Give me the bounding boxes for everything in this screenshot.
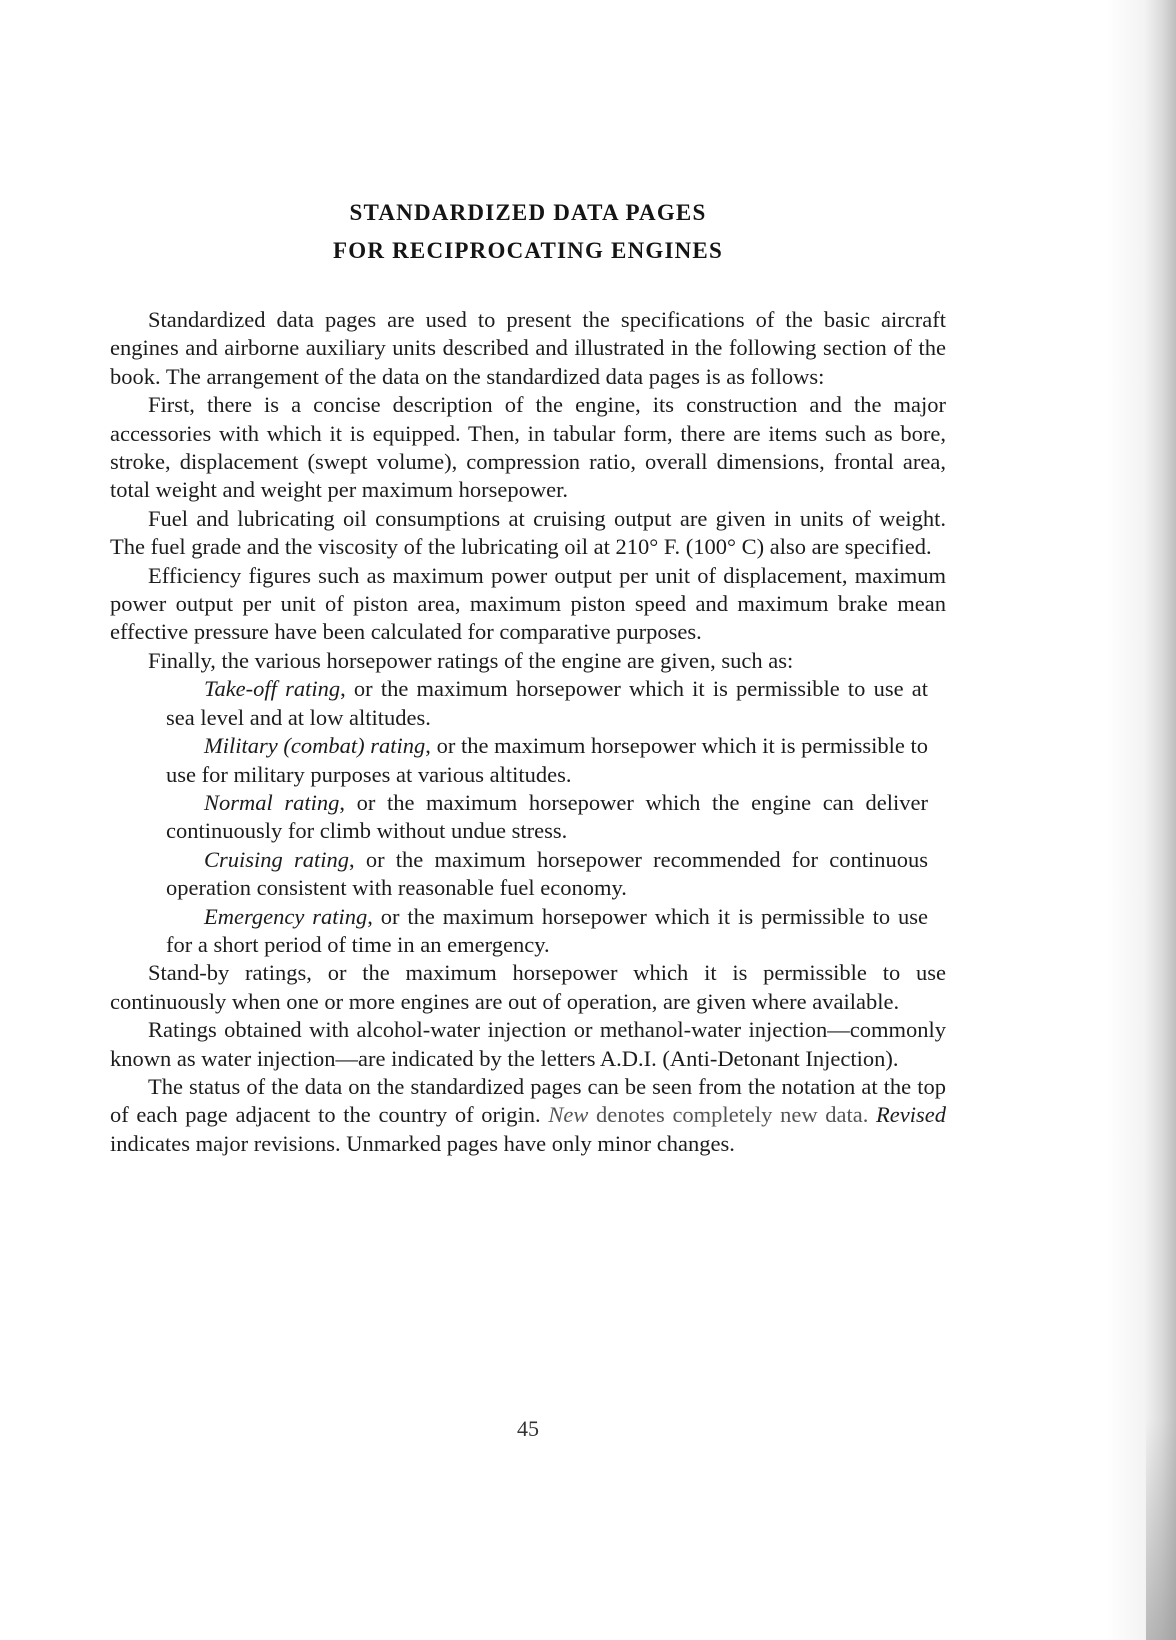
rating-term: Take-off rating [204,676,341,702]
page-number: 45 [517,1416,539,1441]
paragraph-fuel: Fuel and lubricating oil consumptions at cruising output are given in units of weight. The fuel grade and the viscosity of the lubricating oil at 210° F. (100° C) also are specified. [110,505,946,560]
status-revised-term: Revised [876,1102,947,1128]
rating-term: Emergency rating [204,903,368,929]
rating-item-normal [166,789,928,846]
status-revised-text: indicates major revisions. Unmarked pages have only minor changes. [110,1130,735,1156]
page-title-line-1: STANDARDIZED DATA PAGES [349,200,707,225]
rating-term: Military (combat) rating [204,733,426,759]
paragraph-standby: Stand-by ratings, or the maximum horsepower which it is permissible to use continuously when one or more engines are out of operation, are given where available. [110,960,946,1014]
rating-item-cruising [166,846,928,903]
status-new-text: denotes completely new data. [588,1102,877,1128]
rating-item-takeoff [166,675,928,732]
paragraph-efficiency: Efficiency figures such as maximum power output per unit of displacement, maximum power output per unit of piston area, maximum piston speed and maximum brake mean effective pressure have been calculated for comparative purposes. [110,562,946,645]
status-new-term: New [548,1102,589,1128]
paragraph-status [110,1073,946,1158]
rating-item-emergency [166,903,928,960]
body-text [110,306,946,1158]
rating-definition: , or the maximum horsepower which it is permissible to use for military purposes at various altitudes. [166,733,928,787]
page-corner-shadow [1146,1420,1176,1640]
rating-definition: , or the maximum horsepower recommended for continuous operation consistent with reasonable fuel economy. [166,846,928,901]
paragraph-adi: Ratings obtained with alcohol-water injection or methanol-water injection—commonly known as water injection—are indicated by the letters A.D.I. (Anti-Detonant Injection). [110,1017,946,1071]
rating-definition: , or the maximum horsepower which the engine can deliver continuously for climb without undue stress. [166,789,928,844]
paragraph-intro: Standardized data pages are used to present the specifications of the basic aircraft engines and airborne auxiliary units described and illustrated in the following section of the book. The arrangement of the data on the standardized data pages is as follows: [110,307,946,389]
rating-term: Normal rating [204,789,340,815]
paragraph-finally: Finally, the various horsepower ratings of the engine are given, such as: [148,647,794,673]
status-intro: The status of the data on the standardized pages can be seen from the notation at the top of each page adjacent to the country of origin. [110,1073,946,1128]
ratings-list [110,675,928,959]
rating-definition: , or the maximum horsepower which it is permissible to use at sea level and at low altitudes. [166,676,928,730]
rating-definition: , or the maximum horsepower which it is permissible to use for a short period of time in an emergency. [166,903,928,957]
page-binding-shadow [1106,0,1176,1640]
paragraph-first: First, there is a concise description of the engine, its construction and the major accessories with which it is equipped. Then, in tabular form, there are items such as bore, stroke, displacement (swept volume), compression ratio, overall dimensions, frontal area, total weight and weight per maximum horsepower. [110,392,946,503]
rating-item-military [166,732,928,789]
page-title-line-2: FOR RECIPROCATING ENGINES [333,238,723,263]
rating-term: Cruising rating [204,846,349,872]
page-title [0,194,1056,270]
